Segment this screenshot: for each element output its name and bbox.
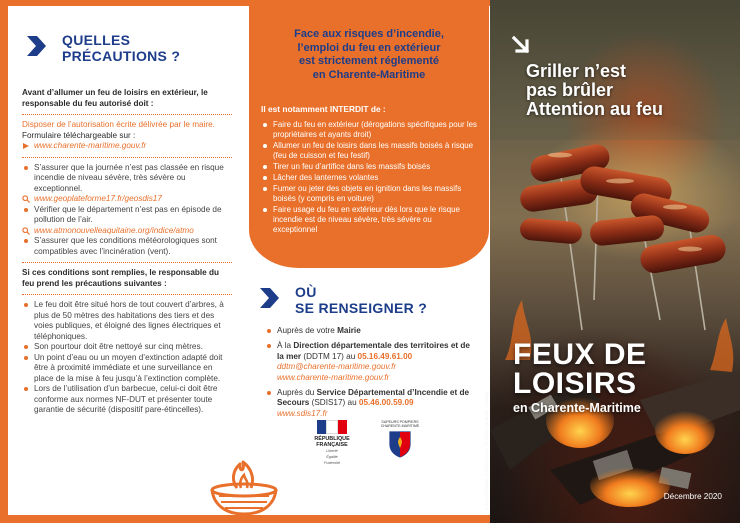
orange-frame-left (0, 0, 8, 523)
ddtm-web-link[interactable]: www.charente-maritime.gouv.fr (277, 372, 390, 382)
precautions-body (22, 88, 232, 416)
info-panel (249, 270, 489, 515)
republique-francaise-logo: RÉPUBLIQUE FRANÇAISE Liberté Égalité Fraternité (305, 420, 359, 465)
cover-tagline: Griller n’est pas brûler Attention au feu (526, 61, 663, 119)
precautions-title-line2: PRÉCAUTIONS ? (62, 48, 181, 64)
search-icon (22, 227, 30, 235)
list-item-sdis: Auprès du Service Départemental d’Incendie et de Secours (SDIS17) au 05.46.00.59.09 www.sdis17.fr (265, 388, 475, 419)
info-title-line2: SE RENSEIGNER ? (295, 300, 428, 316)
forbidden-title-line: l’emploi du feu en extérieur (297, 41, 441, 54)
forbidden-list (261, 120, 477, 236)
list-item: Fumer ou jeter des objets en ignition dans les massifs boisés (y compris en voiture) (261, 184, 477, 204)
forbidden-panel (249, 6, 489, 268)
precautions-title-line1: QUELLES (62, 32, 131, 48)
precautions-heading (24, 32, 180, 64)
cover-panel (490, 0, 740, 523)
list-item: Un point d’eau ou un moyen d’extinction adapté doit être à proximité immédiate et une surveillance en place de la mise à feu jusqu’à l’extinction complète. (22, 353, 232, 385)
list-item: Vérifier que le département n’est pas en épisode de pollution de l’air. (22, 205, 232, 226)
chevron-right-icon (22, 142, 30, 150)
checks-list (22, 236, 232, 257)
checks-list (22, 163, 232, 195)
list-item: Le feu doit être situé hors de tout couvert d’arbres, à plus de 50 mètres des habitations des tiers et des voies publiques, et éloigné des lignes électriques et téléphoniques. (22, 300, 232, 342)
link-charente-maritime[interactable]: www.charente-maritime.gouv.fr (34, 141, 147, 150)
link-row (22, 141, 232, 152)
list-item-mairie: Auprès de votre Mairie (265, 326, 475, 336)
forbidden-title (259, 28, 479, 82)
precautions-dispose: Disposer de l’autorisation écrite délivrée par le maire. (22, 120, 215, 129)
photo-credits: © la poste locale - Crédits photos : © Michel Jarraudie - Pixabay (484, 391, 489, 510)
list-item-ddtm: À la Direction départementale des territoires et de la mer (DDTM 17) au 05.16.49.61.00 ddtm@charente-maritime.gouv.fr www.charente-maritime.gouv.fr (265, 341, 475, 383)
info-list (265, 326, 475, 424)
list-item: Lâcher des lanternes volantes (261, 173, 477, 183)
checks-list (22, 205, 232, 226)
divider (22, 294, 232, 295)
list-item: Lors de l’utilisation d’un barbecue, celui-ci doit être conforme aux normes NF-DUT et présenter toute garantie de sécurité (dispositif pare-étincelles). (22, 384, 232, 416)
forbidden-title-line: en Charente-Maritime (312, 68, 426, 81)
precautions-panel (18, 10, 243, 515)
rules-list (22, 300, 232, 416)
cover-main-title: FEUX DE LOISIRS (513, 338, 647, 400)
divider (22, 114, 232, 115)
shield-icon (388, 430, 412, 458)
forbidden-title-line: Face aux risques d’incendie, (294, 28, 444, 40)
link-atmo[interactable]: www.atmonouvelleaquitaine.org/indice/atmo (34, 225, 194, 235)
arrow-down-right-icon (510, 34, 532, 56)
barbecue-fire-icon (207, 448, 281, 520)
divider (22, 157, 232, 158)
divider (22, 262, 232, 263)
list-item: Son pourtour doit être nettoyé sur cinq mètres. (22, 342, 232, 353)
ddtm-email-link[interactable]: ddtm@charente-maritime.gouv.fr (277, 362, 397, 372)
list-item: Tirer un feu d’artifice dans les massifs boisés (261, 162, 477, 172)
link-row (22, 194, 232, 205)
publication-date: Décembre 2020 (663, 492, 722, 501)
forbidden-subtitle: Il est notamment INTERDIT de : (261, 104, 386, 114)
conditions-intro: Si ces conditions sont remplies, le responsable du feu prend les précautions suivantes : (22, 268, 220, 288)
link-geoplateforme[interactable]: www.geoplateforme17.fr/geosdis17 (34, 194, 162, 203)
list-item: S’assurer que les conditions météorologiques sont compatibles avec l’incinération (vent). (22, 236, 232, 257)
sdis-phone[interactable]: 05.46.00.59.09 (358, 398, 414, 408)
arrow-right-icon (24, 32, 52, 60)
list-item: S’assurer que la journée n’est pas classée en risque incendie de niveau sévère, très sévère ou exceptionnel. (22, 163, 232, 195)
list-item: Allumer un feu de loisirs dans les massifs boisés à risque (feu de cuisson et feu festif) (261, 141, 477, 161)
sdis17-logo: SAPEURS POMPIERS CHARENTE-MARITIME (377, 420, 423, 463)
list-item: Faire usage du feu en extérieur dès lors que le risque incendie est de niveau sévère, très sévère ou exceptionnel (261, 205, 477, 235)
sdis-web-link[interactable]: www.sdis17.fr (277, 408, 328, 418)
cover-region: en Charente-Maritime (513, 401, 641, 415)
arrow-right-icon (257, 284, 285, 312)
precautions-formulaire: Formulaire téléchargeable sur : (22, 130, 136, 140)
search-icon (22, 195, 30, 203)
forbidden-title-line: est strictement réglementé (299, 55, 439, 67)
marianne-icon (317, 420, 347, 434)
link-row (22, 226, 232, 237)
precautions-intro: Avant d’allumer un feu de loisirs en extérieur, le responsable du feu autorisé doit : (22, 88, 208, 108)
partner-logos (305, 420, 423, 465)
info-title-line1: OÙ (295, 284, 317, 300)
list-item: Faire du feu en extérieur (dérogations spécifiques pour les propriétaires et ayants droit) (261, 120, 477, 140)
ddtm-phone[interactable]: 05.16.49.61.00 (357, 351, 413, 361)
info-heading (257, 284, 427, 316)
